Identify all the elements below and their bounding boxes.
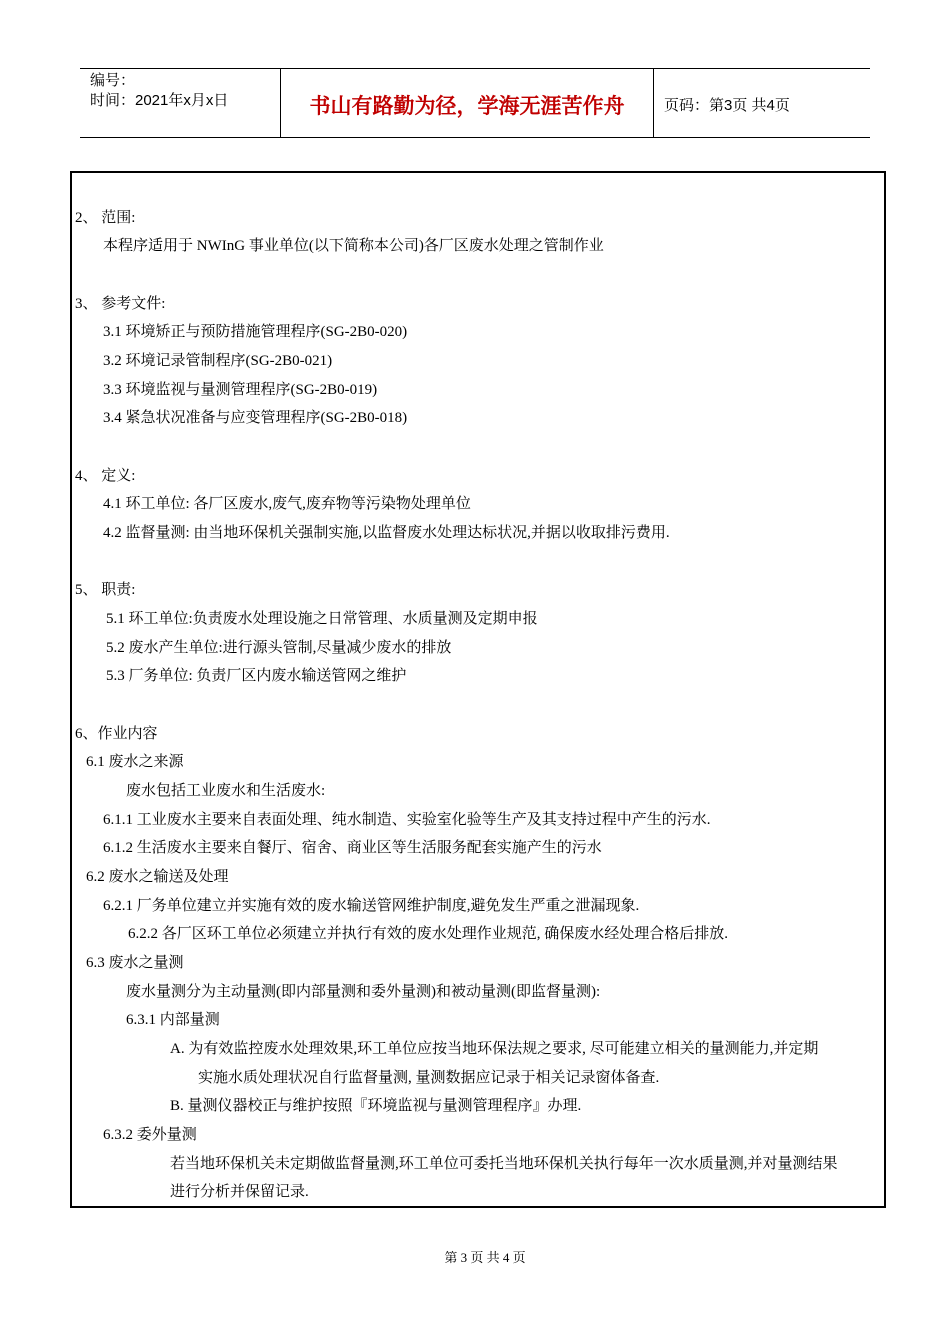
reference-3-2: 3.2 环境记录管制程序(SG-2B0-021) bbox=[103, 353, 333, 369]
subsection-6-2: 6.2 废水之输送及处理 bbox=[86, 869, 229, 885]
page-footer: 第 3 页 共 4 页 bbox=[444, 1250, 526, 1265]
definition-4-1: 4.1 环工单位: 各厂区废水,废气,废弃物等污染物处理单位 bbox=[103, 496, 471, 512]
reference-3-1: 3.1 环境矫正与预防措施管理程序(SG-2B0-020) bbox=[103, 324, 408, 340]
text-6-3-2-cont: 进行分析并保留记录. bbox=[170, 1184, 309, 1200]
item-6-3-1-a-cont: 实施水质处理状况自行监督量测, 量测数据应记录于相关记录窗体备查. bbox=[198, 1070, 660, 1086]
subsection-6-1: 6.1 废水之来源 bbox=[86, 754, 184, 770]
section-5-heading: 5、 职责: bbox=[75, 582, 136, 598]
reference-3-3: 3.3 环境监视与量测管理程序(SG-2B0-019) bbox=[103, 382, 378, 398]
item-6-3-1: 6.3.1 内部量测 bbox=[126, 1012, 220, 1028]
header-page-label: 页码：第3页 共4页 bbox=[664, 96, 790, 114]
document-header bbox=[80, 68, 870, 138]
duty-5-2: 5.2 废水产生单位:进行源头管制,尽量减少废水的排放 bbox=[106, 640, 452, 656]
section-6-heading: 6、作业内容 bbox=[75, 726, 158, 742]
header-meta bbox=[80, 69, 281, 137]
section-4-heading: 4、 定义: bbox=[75, 468, 136, 484]
section-3-heading: 3、 参考文件: bbox=[75, 296, 166, 312]
item-6-3-1-b: B. 量测仪器校正与维护按照『环境监视与量测管理程序』办理. bbox=[170, 1098, 582, 1114]
duty-5-1: 5.1 环工单位:负责废水处理设施之日常管理、水质量测及定期申报 bbox=[106, 611, 538, 627]
section-2-text: 本程序适用于 NWInG 事业单位(以下简称本公司)各厂区废水处理之管制作业 bbox=[103, 238, 604, 254]
item-6-1-1: 6.1.1 工业废水主要来自表面处理、纯水制造、实验室化验等生产及其支持过程中产生的污水. bbox=[103, 812, 711, 828]
text-6-3-2: 若当地环保机关未定期做监督量测,环工单位可委托当地环保机关执行每年一次水质量测,并对量测结果 bbox=[170, 1156, 838, 1172]
time-label: 时间：2021年x月x日 bbox=[90, 92, 229, 109]
subsection-6-3: 6.3 废水之量测 bbox=[86, 955, 184, 971]
item-6-3-1-a: A. 为有效监控废水处理效果,环工单位应按当地环保法规之要求, 尽可能建立相关的量测能力,并定期 bbox=[170, 1041, 819, 1057]
text-6-1-intro: 废水包括工业废水和生活废水: bbox=[126, 783, 326, 799]
number-label: 编号： bbox=[90, 72, 136, 89]
item-6-3-2: 6.3.2 委外量测 bbox=[103, 1127, 197, 1143]
section-2-heading: 2、 范围: bbox=[75, 210, 136, 226]
item-6-1-2: 6.1.2 生活废水主要来自餐厅、宿舍、商业区等生活服务配套实施产生的污水 bbox=[103, 840, 602, 856]
text-6-3-intro: 废水量测分为主动量测(即内部量测和委外量测)和被动量测(即监督量测): bbox=[126, 984, 601, 1000]
item-6-2-1: 6.2.1 厂务单位建立并实施有效的废水输送管网维护制度,避免发生严重之泄漏现象. bbox=[103, 898, 640, 914]
duty-5-3: 5.3 厂务单位: 负责厂区内废水输送管网之维护 bbox=[106, 668, 407, 684]
header-motto: 书山有路勤为径，学海无涯苦作舟 bbox=[281, 69, 654, 137]
reference-3-4: 3.4 紧急状况准备与应变管理程序(SG-2B0-018) bbox=[103, 410, 408, 426]
definition-4-2: 4.2 监督量测: 由当地环保机关强制实施,以监督废水处理达标状况,并据以收取排污费用. bbox=[103, 525, 670, 541]
item-6-2-2: 6.2.2 各厂区环工单位必须建立并执行有效的废水处理作业规范, 确保废水经处理合格后排放. bbox=[128, 926, 729, 942]
